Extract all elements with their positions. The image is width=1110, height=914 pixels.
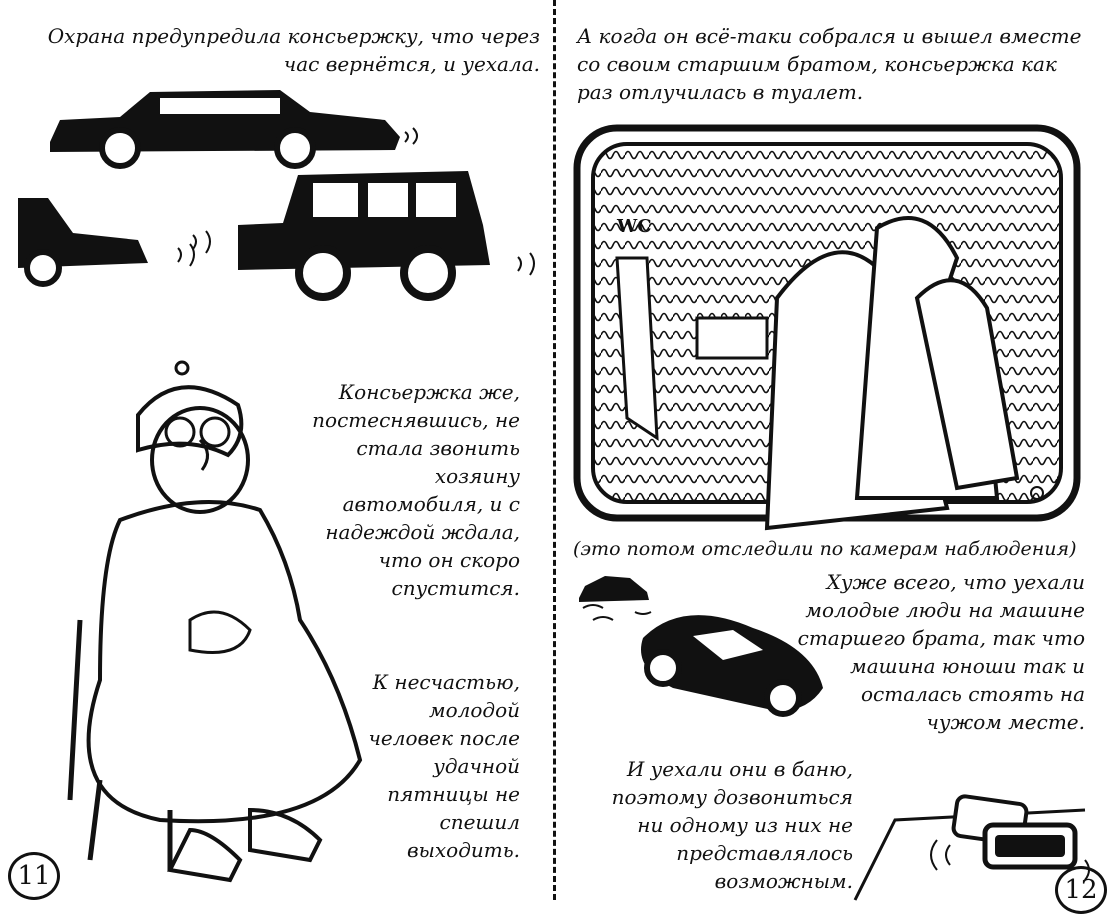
right-middle-caption-line: старшего брата, так что [797, 626, 1085, 650]
left-middle-caption-line: Консьержка же, [338, 380, 520, 404]
left-bottom-caption-line: человек после [368, 726, 520, 750]
right-middle-caption-line: машина юноши так и [850, 654, 1085, 678]
right-top-caption-line: раз отлучилась в туалет. [577, 80, 864, 104]
left-bottom-caption [330, 668, 520, 864]
monitor-caption: (это потом отследили по камерам наблюдения) [573, 538, 1077, 560]
left-page [0, 0, 555, 900]
right-bottom-caption-line: ни одному из них не [637, 813, 853, 837]
suv-icon [228, 165, 498, 305]
left-bottom-caption-line: спешил [439, 810, 520, 834]
left-middle-caption-line: автомобиля, и с [342, 492, 520, 516]
left-bottom-caption-line: удачной [433, 754, 520, 778]
right-bottom-caption [575, 755, 853, 895]
right-middle-caption-line: осталась стоять на [861, 682, 1085, 706]
right-page [555, 0, 1110, 905]
monitor-wc-sign: WC [617, 216, 652, 237]
right-bottom-caption-line: поэтому дозвониться [611, 785, 853, 809]
right-middle-caption-line: чужом месте. [926, 710, 1085, 734]
left-top-caption-line: Охрана предупредила консьержку, что через [47, 24, 540, 48]
sedan-icon [18, 188, 158, 288]
page-number-right: 12 [1055, 866, 1107, 914]
right-top-caption-line: со своим старшим братом, консьержка как [577, 52, 1057, 76]
left-top-caption-line: час вернётся, и уехала. [283, 52, 540, 76]
left-middle-caption-line: надеждой ждала, [325, 520, 520, 544]
right-bottom-caption-line: И уехали они в баню, [626, 757, 853, 781]
left-bottom-caption-line: молодой [429, 698, 520, 722]
left-bottom-caption-line: выходить. [406, 838, 520, 862]
left-top-caption [40, 22, 540, 78]
right-top-caption [577, 22, 1097, 106]
page-number-left: 11 [8, 852, 60, 900]
ringing-phone-icon [855, 790, 1085, 900]
left-middle-caption-line: хозяину [434, 464, 520, 488]
cctv-monitor-icon [577, 128, 1089, 528]
right-bottom-caption-line: представлялось [676, 841, 853, 865]
left-middle-caption-line: что он скоро [378, 548, 520, 572]
left-middle-caption-line: спустится. [391, 576, 520, 600]
left-middle-caption-line: постеснявшись, не [312, 408, 520, 432]
left-middle-caption-line: стала звонить [356, 436, 520, 460]
left-bottom-caption-line: пятницы не [387, 782, 520, 806]
limousine-icon [40, 82, 410, 172]
right-bottom-caption-line: возможным. [714, 869, 853, 893]
left-bottom-caption-line: К несчастью, [372, 670, 520, 694]
right-middle-caption [755, 568, 1085, 736]
right-middle-caption-line: Хуже всего, что уехали [826, 570, 1085, 594]
right-middle-caption-line: молодые люди на машине [805, 598, 1085, 622]
left-middle-caption [300, 378, 520, 602]
right-top-caption-line: А когда он всё-таки собрался и вышел вместе [577, 24, 1082, 48]
